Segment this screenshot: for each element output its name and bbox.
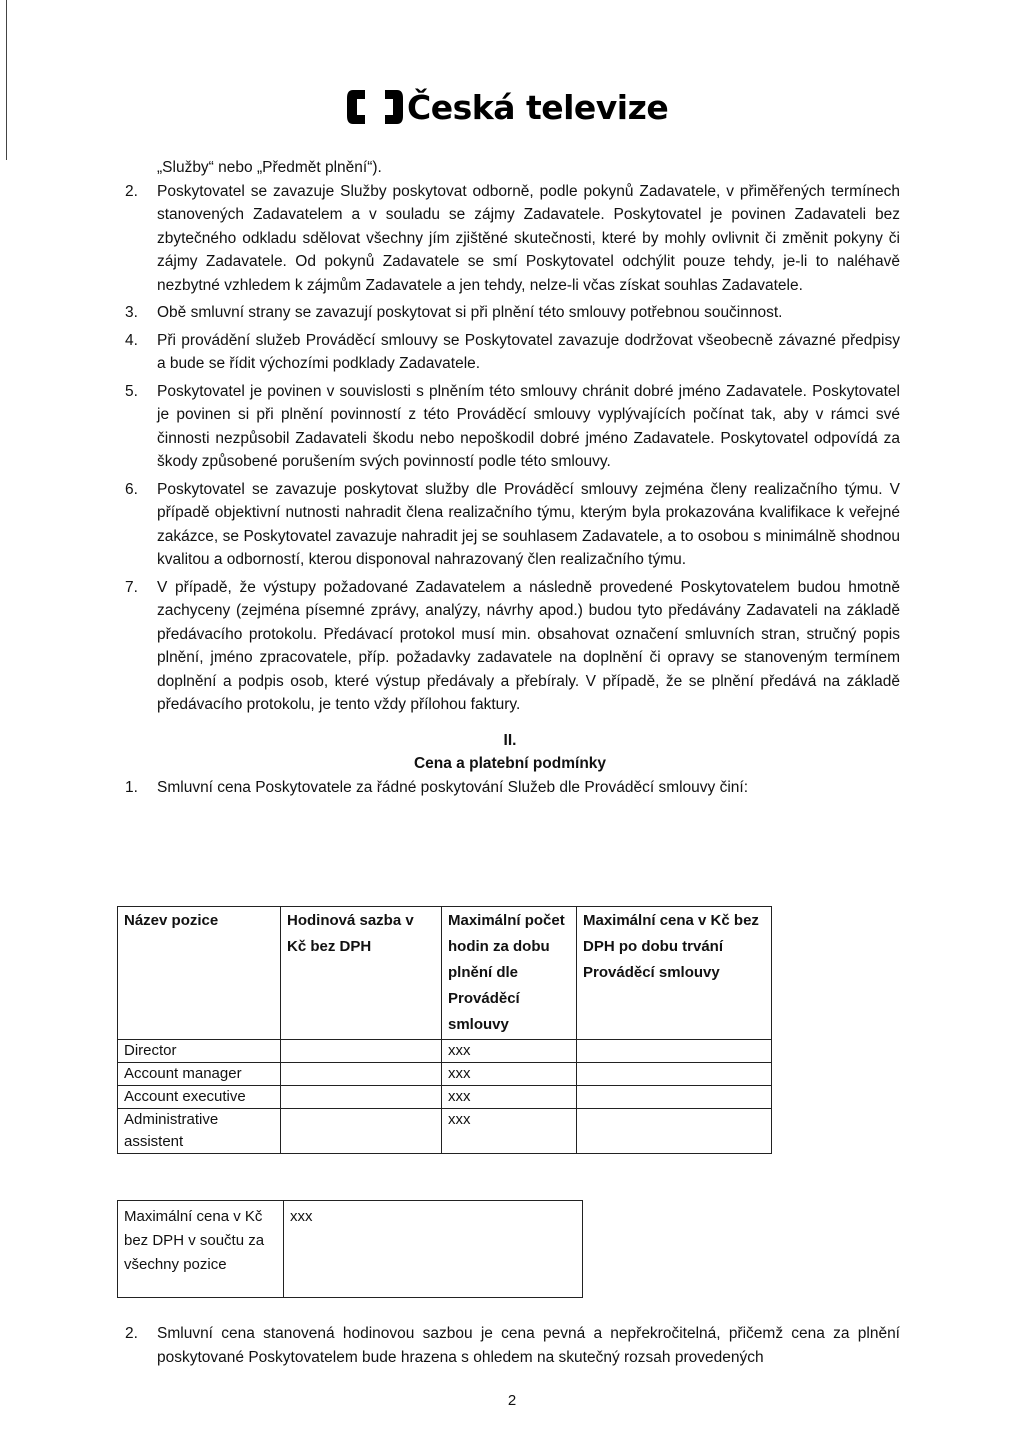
table-cell: Administrative assistent (118, 1109, 281, 1154)
list-item: 6. Poskytovatel se zavazuje poskytovat služby dle Prováděcí smlouvy zejména členy realizačního týmu. V případě objektivní nutnosti nahradit člena realizačního týmu, kterým byla prokazována kvalifikace k veřejné zakázce, se Poskytovatel zavazuje nahradit jej se souhlasem Zadavatele, a to osobou s minimálně shodnou kvalitou a odborností, kterou disponoval nahrazovaný člen realizačního týmu. (125, 480, 900, 568)
ceska-televize-logo-icon (345, 84, 405, 130)
list-item: 2. Smluvní cena stanovená hodinovou sazbou je cena pevná a nepřekročitelná, přičemž cena za plnění poskytované Poskytovatelem bude hrazena s ohledem na skutečný rozsah provedených (125, 1325, 900, 1366)
table-row (118, 1201, 583, 1298)
table-cell (577, 1040, 772, 1063)
table-row (118, 1086, 772, 1109)
brand-name: Česká televize (407, 87, 669, 127)
table-row (118, 1040, 772, 1063)
table-cell (577, 1063, 772, 1086)
table-cell (577, 1109, 772, 1154)
intro-line: „Služby“ nebo „Předmět plnění“). (157, 159, 382, 176)
list-item: 5. Poskytovatel je povinen v souvislosti s plněním této smlouvy chránit dobré jméno Zadavatele. Poskytovatel je povinen si při plnění povinností z této Prováděcí smlouvy vyplývajících počínat tak, aby v rámci své činnosti nezpůsobil Zadavateli škodu nebo nepoškodil dobré jméno Zadavatele. Poskytovatel odpovídá za škody způsobené porušením svých povinností podle této smlouvy. (125, 382, 900, 470)
table-cell: Director (118, 1040, 281, 1063)
table-cell: Account executive (118, 1086, 281, 1109)
table-cell: Account manager (118, 1063, 281, 1086)
total-value-cell: xxx (284, 1201, 583, 1298)
total-label-cell: Maximální cena v Kč bez DPH v součtu za všechny pozice (118, 1201, 284, 1298)
table-cell (577, 1086, 772, 1109)
table-cell: xxx (442, 1109, 577, 1154)
list-item: 4. Při provádění služeb Prováděcí smlouvy se Poskytovatel zavazuje dodržovat všeobecně závazné předpisy a bude se řídit výchozími podklady Zadavatele. (125, 331, 900, 372)
list-item: 1. Smluvní cena Poskytovatele za řádné poskytování Služeb dle Prováděcí smlouvy činí: (125, 778, 749, 796)
price-table (117, 906, 772, 1154)
table-cell: xxx (442, 1063, 577, 1086)
list-item: 3. Obě smluvní strany se zavazují poskytovat si při plnění této smlouvy potřebnou součinnost. (125, 304, 783, 321)
table-header-cell: Název pozice (118, 907, 281, 1040)
table-header-cell: Maximální cena v Kč bez DPH po dobu trvání Prováděcí smlouvy (577, 907, 772, 1040)
scan-edge-line (6, 0, 7, 160)
table-cell (281, 1086, 442, 1109)
table-cell (281, 1040, 442, 1063)
table-cell (281, 1063, 442, 1086)
document-body-end (120, 1322, 900, 1369)
page-number: 2 (507, 1392, 517, 1409)
total-price-table (117, 1200, 583, 1298)
table-row (118, 1109, 772, 1154)
section-title: Cena a platební podmínky (413, 755, 607, 772)
table-row (118, 1063, 772, 1086)
table-header-cell: Maximální počet hodin za dobu plnění dle Prováděcí smlouvy (442, 907, 577, 1040)
list-item: 7. V případě, že výstupy požadované Zadavatelem a následně provedené Poskytovatelem budou hmotně zachyceny (zejména písemné zprávy, analýzy, návrhy apod.) budou tyto předávány Zadavateli na základě předávacího protokolu. Předávací protokol musí min. obsahovat označení smluvních stran, stručný popis plnění, jméno zpracovatele, příp. požadavky zadavatele na doplnění či opravy se stanoveným termínem doplnění a podpis osob, které výstup předávaly a přebíraly. V případě, že se plnění předává na základě předávacího protokolu, je tento vždy přílohou faktury. (125, 578, 900, 713)
table-cell: xxx (442, 1040, 577, 1063)
table-cell: xxx (442, 1086, 577, 1109)
table-header-row (118, 907, 772, 1040)
table-header-cell: Hodinová sazba v Kč bez DPH (281, 907, 442, 1040)
header-logo (345, 82, 668, 132)
document-body (120, 156, 900, 799)
section-number: II. (503, 731, 517, 749)
list-item: 2. Poskytovatel se zavazuje Služby poskytovat odborně, podle pokynů Zadavatele, v přiměřených termínech stanovených Zadavatelem a v souladu se zájmy Zadavatele. Poskytovatel je povinen Zadavateli bez zbytečného odkladu sdělovat všechny jím zjištěné skutečnosti, které by mohly ovlivnit či změnit pokyny či zájmy Zadavatele. Od pokynů Zadavatele se smí Poskytovatel odchýlit pouze tehdy, je-li to naléhavě nezbytné vzhledem k zájmům Zadavatele a jen tehdy, nelze-li včas získat souhlas Zadavatele. (125, 182, 900, 294)
table-cell (281, 1109, 442, 1154)
